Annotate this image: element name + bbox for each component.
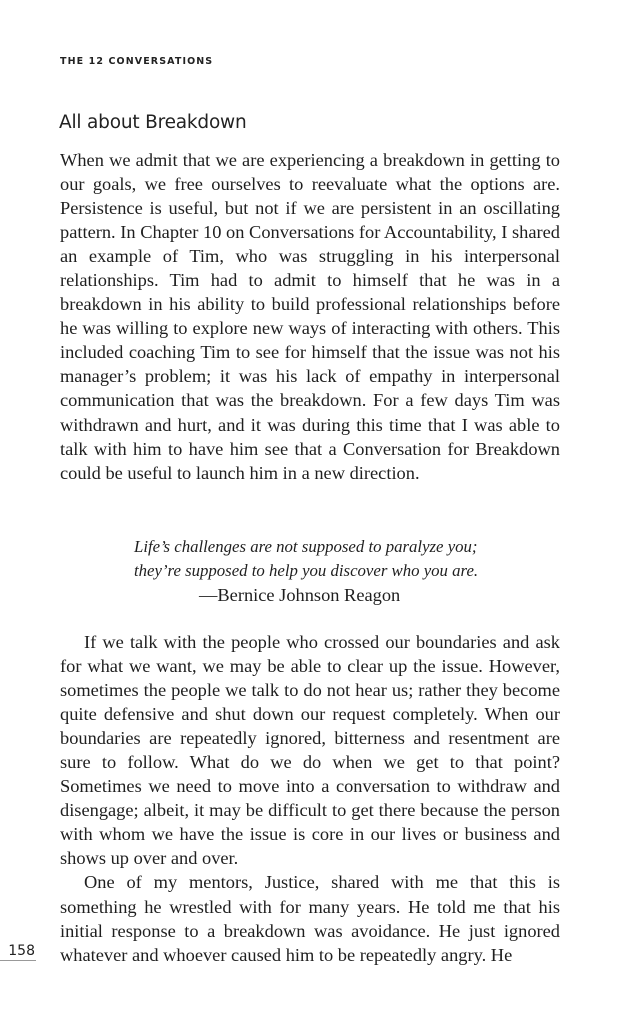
epigraph-attribution: —Bernice Johnson Reagon xyxy=(199,585,401,605)
section-heading: All about Breakdown xyxy=(59,112,247,133)
body-text-block xyxy=(60,148,560,485)
paragraph: When we admit that we are experiencing a breakdown in getting to our goals, we free ourselves to reevaluate what the options are. Persistence is useful, but not if we are persistent in an oscillating pattern. In Chapter 10 on Conversations for Accountability, I shared an example of Tim, who was struggling in his interpersonal relationships. Tim had to admit to himself that he was in a breakdown in his ability to build professional relationships before he was willing to explore new ways of interacting with others. This included coaching Tim to see for himself that the issue was not his manager’s problem; it was his lack of empathy in interpersonal communication that was the breakdown. For a few days Tim was withdrawn and hurt, and it was during this time that I was able to talk with him to have him see that a Conversation for Breakdown could be useful to launch him in a new direction. xyxy=(60,150,560,483)
running-head: THE 12 CONVERSATIONS xyxy=(60,56,214,67)
epigraph-line: Life’s challenges are not supposed to paralyze you; xyxy=(134,537,478,556)
page-number: 158 xyxy=(0,941,36,961)
body-text-block xyxy=(60,630,560,967)
epigraph-line: they’re supposed to help you discover who you are. xyxy=(134,561,479,580)
epigraph xyxy=(134,535,514,607)
paragraph: One of my mentors, Justice, shared with me that this is something he wrestled with for many years. He told me that his initial response to a breakdown was avoidance. He just ignored whatever and whoever caused him to be repeatedly angry. He xyxy=(60,872,560,965)
paragraph: If we talk with the people who crossed our boundaries and ask for what we want, we may be able to clear up the issue. However, sometimes the people we talk to do not hear us; rather they become quite defensive and shut down our request completely. When our boundaries are repeatedly ignored, bitterness and resentment are sure to follow. What do we do when we get to that point? Sometimes we need to move into a conversation to withdraw and disengage; albeit, it may be difficult to get there because the person with whom we have the issue is core in our lives or business and shows up over and over. xyxy=(60,632,560,869)
